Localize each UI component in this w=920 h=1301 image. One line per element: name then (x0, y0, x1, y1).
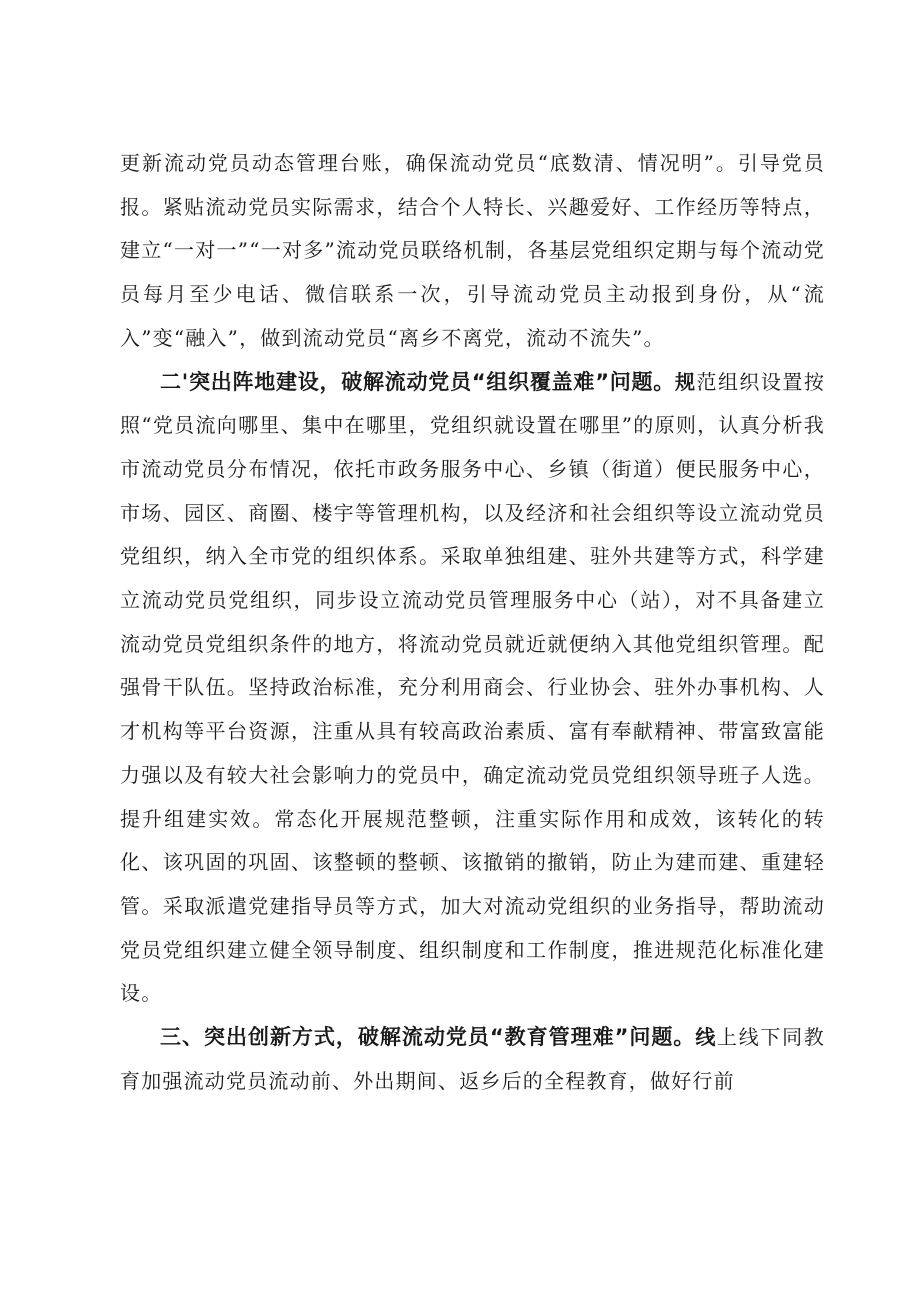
section-3-subhead: 线 (695, 1025, 718, 1050)
section-3-heading: 三、突出创新方式，破解流动党员“教育管理难”问题。 (160, 1025, 696, 1050)
paragraph-3-text: 上线下同教育加强流动党员流动前、外出期间、返乡后的全程教育，做好行前 (120, 1025, 826, 1093)
document-body (120, 142, 825, 1103)
section-2-heading: 二'突出阵地建设，破解流动党员“组织覆盖难”问题。 (160, 369, 676, 394)
paragraph-2 (120, 361, 825, 1017)
paragraph-2-text: 范组织设置按照“党员流向哪里、集中在哪里，党组织就设置在哪里”的原则，认真分析我市流动党员分布情况，依托市政务服务中心、乡镇（街道）便民服务中心，市场、园区、商圈、楼宇等管理机构，以及经济和社会组织等设立流动党员党组织，纳入全市党的组织体系。采取单独组建、驻外共建等方式，科学建立流动党员党组织，同步设立流动党员管理服务中心（站），对不具备建立流动党员党组织条件的地方，将流动党员就近就便纳入其他党组织管理。配强骨干队伍。坚持政治标准，充分利用商会、行业协会、驻外办事机构、人才机构等平台资源，注重从具有较高政治素质、富有奉献精神、带富致富能力强以及有较大社会影响力的党员中，确定流动党员党组织领导班子人选。提升组建实效。常态化开展规范整顿，注重实际作用和成效，该转化的转化、该巩固的巩固、该整顿的整顿、该撤销的撤销，防止为建而建、重建轻管。采取派遣党建指导员等方式，加大对流动党组织的业务指导，帮助流动党员党组织建立健全领导制度、组织制度和工作制度，推进规范化标准化建设。 (120, 369, 826, 1006)
paragraph-1-text: 更新流动党员动态管理台账，确保流动党员“底数清、情况明”。引导党员报。紧贴流动党员实际需求，结合个人特长、兴趣爱好、工作经历等特点，建立“一对一”“一对多”流动党员联络机制，各基层党组织定期与每个流动党员每月至少电话、微信联系一次，引导流动党员主动报到身份，从“流入”变“融入”，做到流动党员“离乡不离党，流动不流失”。 (120, 151, 825, 350)
section-2-subhead: 规 (675, 369, 697, 394)
paragraph-1 (120, 142, 825, 361)
paragraph-3 (120, 1016, 825, 1103)
